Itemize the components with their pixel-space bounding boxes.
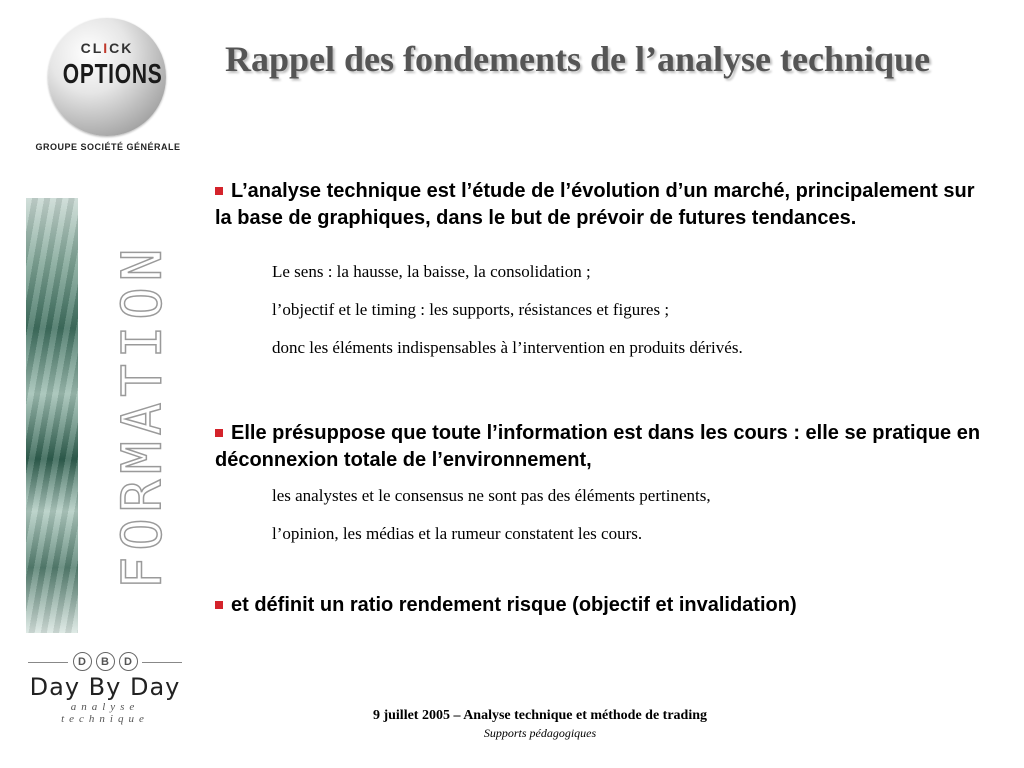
formation-text: FORMATION [110, 242, 174, 590]
click-options-logo [18, 18, 198, 158]
dbd-letter-circle: D [73, 652, 92, 671]
bullet-1: L’analyse technique est l’étude de l’évolution d’un marché, principalement sur la base de graphiques, dans le but de prévoir de futures tendances. [215, 180, 975, 229]
footer-sub-text: Supports pédagogiques [483, 726, 597, 740]
bullet-square-icon [215, 429, 223, 437]
bullet-block-1 [215, 178, 985, 358]
bullet-block-3 [215, 592, 985, 619]
sub-item: les analystes et le consensus ne sont pas des éléments pertinents, [272, 486, 711, 505]
logo-options-text: OPTIONS [62, 58, 163, 89]
bullet-2: Elle présuppose que toute l’information est dans les cours : elle se pratique en déconnexion totale de l’environnement, [215, 422, 981, 471]
side-decorative-image [26, 198, 78, 633]
dbd-letter-circle: D [119, 652, 138, 671]
sub-item: l’objectif et le timing : les supports, résistances et figures ; [272, 300, 670, 319]
sub-item: l’opinion, les médias et la rumeur constatent les cours. [272, 524, 643, 543]
day-by-day-logo [20, 652, 190, 732]
bullet-3: et définit un ratio rendement risque (objectif et invalidation) [215, 592, 985, 619]
dbd-name: Day By Day [29, 673, 181, 701]
footer [220, 708, 860, 741]
logo-badge [48, 18, 166, 136]
dbd-sub-technique: technique [61, 713, 149, 725]
bullet-square-icon [215, 601, 223, 609]
sub-item: Le sens : la hausse, la baisse, la consolidation ; [272, 262, 591, 281]
dbd-circles [20, 652, 190, 671]
formation-label [82, 196, 202, 636]
bullet-square-icon [215, 187, 223, 195]
slide-content [215, 178, 985, 619]
logo-click-text: CLICK [80, 40, 134, 56]
dbd-letter-circle: B [96, 652, 115, 671]
footer-main-text: 9 juillet 2005 – Analyse technique et méthode de trading [372, 708, 708, 723]
dbd-sub-analyse: analyse [70, 701, 140, 713]
sub-item: donc les éléments indispensables à l’intervention en produits dérivés. [272, 338, 743, 357]
bullet-block-2 [215, 420, 985, 544]
logo-group-text: GROUPE SOCIÉTÉ GÉNÉRALE [35, 142, 181, 152]
slide-title: Rappel des fondements de l’analyse technique [225, 39, 931, 79]
